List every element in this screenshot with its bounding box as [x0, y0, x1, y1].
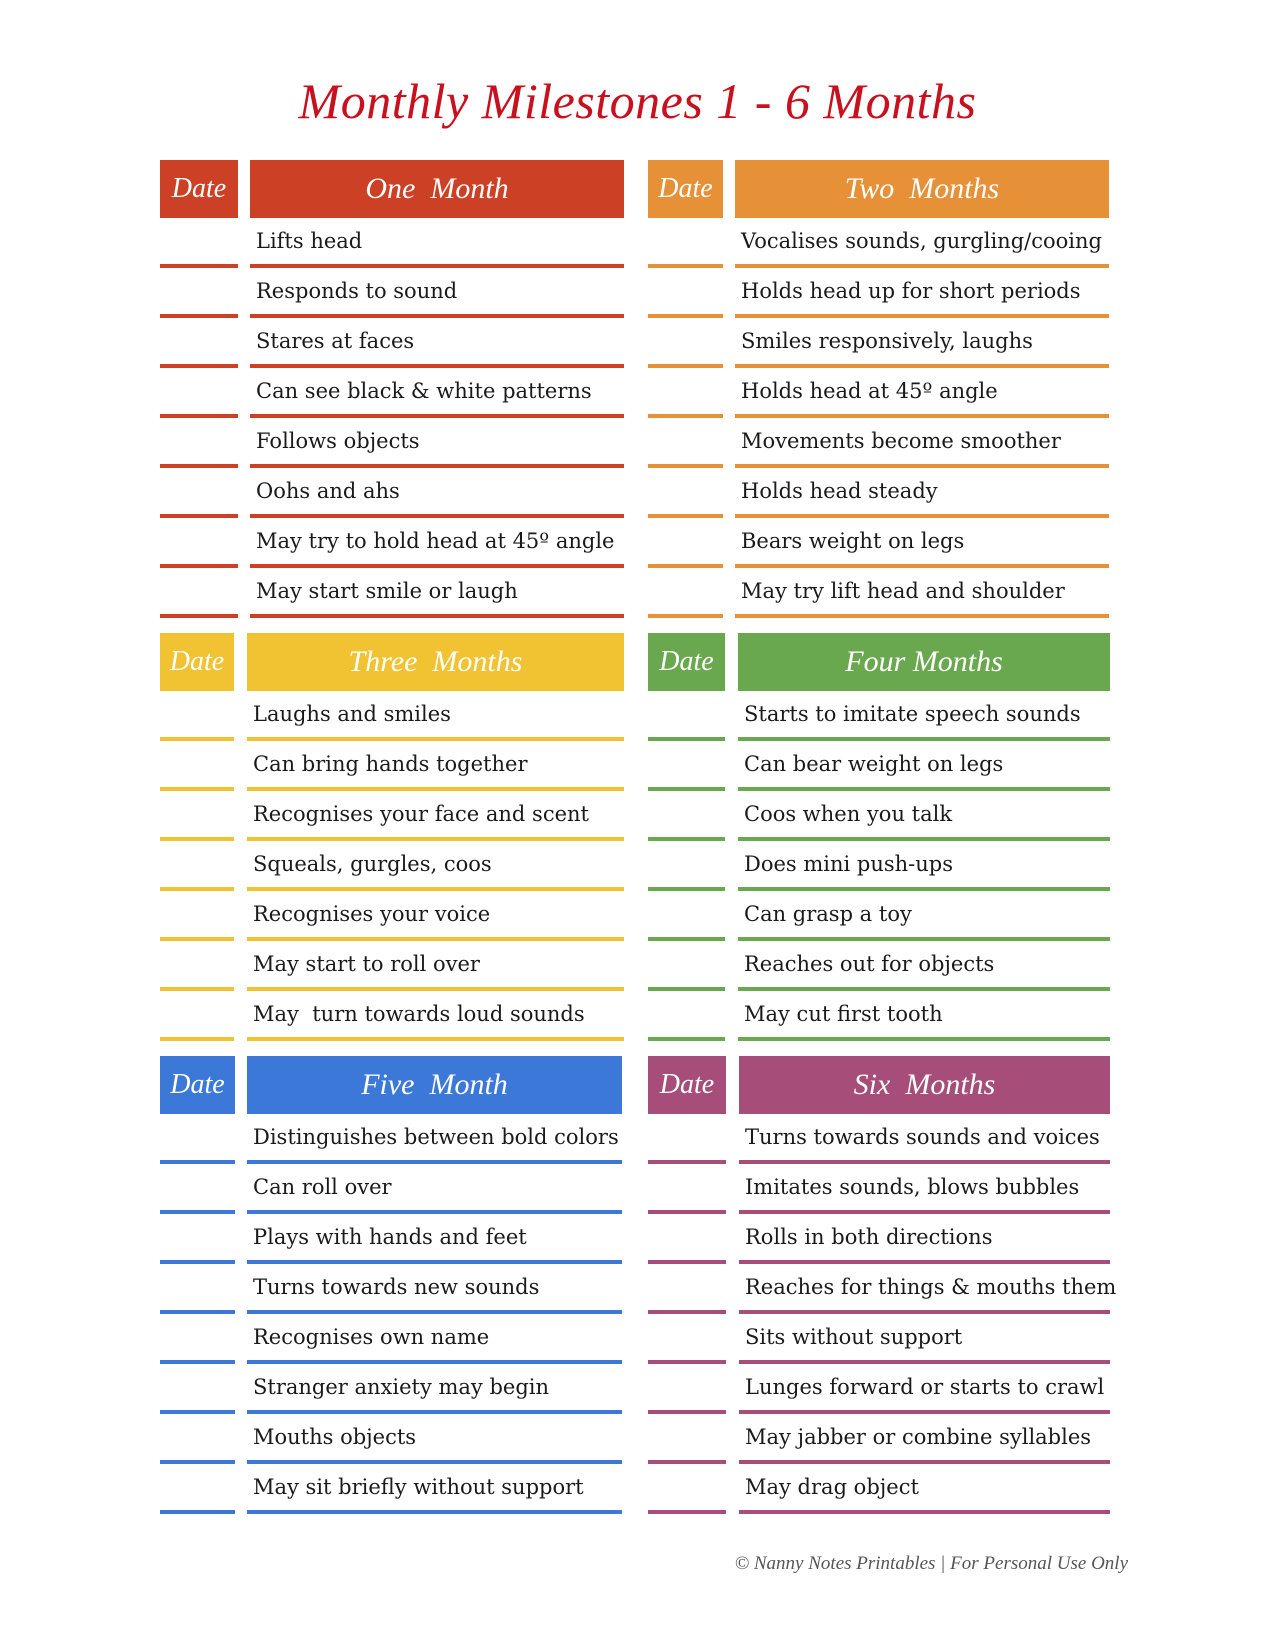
milestone-item: Holds head steady [735, 468, 1109, 518]
milestone-row [648, 268, 1109, 318]
milestone-item: Reaches out for objects [738, 941, 1110, 991]
milestone-item: Lunges forward or starts to crawl [739, 1364, 1110, 1414]
milestone-item: Holds head at 45º angle [735, 368, 1109, 418]
milestone-item: Mouths objects [247, 1414, 622, 1464]
milestone-item: Starts to imitate speech sounds [738, 691, 1110, 741]
milestone-item: Movements become smoother [735, 418, 1109, 468]
milestone-row [648, 741, 1110, 791]
date-entry-line[interactable] [648, 1037, 725, 1041]
date-column-header: Date [160, 633, 234, 691]
milestone-item: Smiles responsively, laughs [735, 318, 1109, 368]
milestone-row [160, 568, 624, 618]
milestone-item: Recognises your face and scent [247, 791, 624, 841]
milestone-row [160, 791, 624, 841]
milestone-row [648, 791, 1110, 841]
milestone-item: Recognises own name [247, 1314, 622, 1364]
date-column-header: Date [160, 160, 238, 218]
milestone-row [160, 418, 624, 468]
section-heading: Four Months [738, 633, 1110, 691]
milestone-row [160, 1264, 622, 1314]
date-entry-line[interactable] [160, 1510, 235, 1514]
milestone-item: May drag object [739, 1464, 1110, 1514]
milestone-item: May sit briefly without support [247, 1464, 622, 1514]
footer-copyright: © Nanny Notes Printables | For Personal Use Only [734, 1553, 1128, 1574]
milestone-item: Can roll over [247, 1164, 622, 1214]
milestone-item: Coos when you talk [738, 791, 1110, 841]
milestone-row [648, 941, 1110, 991]
milestone-item: Squeals, gurgles, coos [247, 841, 624, 891]
milestone-item: Turns towards sounds and voices [739, 1114, 1110, 1164]
milestone-row [648, 1214, 1110, 1264]
milestone-row [648, 1164, 1110, 1214]
milestone-item: Stares at faces [250, 318, 624, 368]
milestone-row [160, 518, 624, 568]
milestone-row [160, 1114, 622, 1164]
date-column-header: Date [648, 1056, 726, 1114]
milestone-row [648, 318, 1109, 368]
milestone-row [648, 568, 1109, 618]
milestone-row [648, 468, 1109, 518]
milestone-item: May turn towards loud sounds [247, 991, 624, 1041]
date-column-header: Date [648, 160, 723, 218]
date-entry-line[interactable] [160, 1037, 234, 1041]
milestone-row [648, 1464, 1110, 1514]
section-heading: One Month [250, 160, 624, 218]
milestone-item: May try lift head and shoulder [735, 568, 1109, 618]
date-entry-line[interactable] [160, 614, 238, 618]
milestone-row [160, 991, 624, 1041]
milestone-item: Stranger anxiety may begin [247, 1364, 622, 1414]
milestone-row [160, 1414, 622, 1464]
milestone-row [160, 941, 624, 991]
milestone-item: Holds head up for short periods [735, 268, 1109, 318]
milestone-row [160, 268, 624, 318]
milestone-item: Sits without support [739, 1314, 1110, 1364]
milestone-item: May start to roll over [247, 941, 624, 991]
milestone-row [160, 318, 624, 368]
milestone-row [648, 518, 1109, 568]
section-heading: Three Months [247, 633, 624, 691]
section-heading: Two Months [735, 160, 1109, 218]
milestone-item: Can bear weight on legs [738, 741, 1110, 791]
milestone-item: May start smile or laugh [250, 568, 624, 618]
milestone-item: May jabber or combine syllables [739, 1414, 1110, 1464]
milestone-row [160, 218, 624, 268]
milestone-item: Follows objects [250, 418, 624, 468]
milestone-row [160, 891, 624, 941]
milestone-item: Reaches for things & mouths them [739, 1264, 1110, 1314]
milestone-row [648, 218, 1109, 268]
milestone-row [648, 418, 1109, 468]
date-entry-line[interactable] [648, 1510, 726, 1514]
milestone-row [648, 891, 1110, 941]
date-column-header: Date [648, 633, 725, 691]
milestone-row [648, 1114, 1110, 1164]
milestone-row [160, 468, 624, 518]
milestone-item: Turns towards new sounds [247, 1264, 622, 1314]
milestone-item: Recognises your voice [247, 891, 624, 941]
milestone-row [648, 1364, 1110, 1414]
milestone-row [648, 368, 1109, 418]
milestone-item: Responds to sound [250, 268, 624, 318]
milestone-item: Distinguishes between bold colors [247, 1114, 622, 1164]
milestone-row [160, 368, 624, 418]
date-column-header: Date [160, 1056, 235, 1114]
milestone-item: Can grasp a toy [738, 891, 1110, 941]
milestone-item: Imitates sounds, blows bubbles [739, 1164, 1110, 1214]
milestone-item: Can bring hands together [247, 741, 624, 791]
milestone-item: Bears weight on legs [735, 518, 1109, 568]
milestone-row [160, 1364, 622, 1414]
milestone-item: Does mini push-ups [738, 841, 1110, 891]
milestone-row [160, 1314, 622, 1364]
milestone-row [160, 841, 624, 891]
milestone-row [648, 991, 1110, 1041]
milestone-item: Rolls in both directions [739, 1214, 1110, 1264]
milestone-row [160, 1214, 622, 1264]
milestone-item: Vocalises sounds, gurgling/cooing [735, 218, 1109, 268]
milestone-row [648, 691, 1110, 741]
milestone-item: May try to hold head at 45º angle [250, 518, 624, 568]
milestone-item: Laughs and smiles [247, 691, 624, 741]
milestone-row [160, 1164, 622, 1214]
milestone-row [160, 741, 624, 791]
section-heading: Six Months [739, 1056, 1110, 1114]
milestone-row [160, 1464, 622, 1514]
section-heading: Five Month [247, 1056, 622, 1114]
milestone-row [648, 1264, 1117, 1314]
milestone-row [648, 1314, 1110, 1364]
milestone-row [648, 1414, 1110, 1464]
milestone-item: Lifts head [250, 218, 624, 268]
milestone-row [648, 841, 1110, 891]
milestone-item: May cut first tooth [738, 991, 1110, 1041]
milestone-item: Oohs and ahs [250, 468, 624, 518]
milestone-item: Plays with hands and feet [247, 1214, 622, 1264]
milestone-row [160, 691, 624, 741]
page-title: Monthly Milestones 1 - 6 Months [298, 73, 977, 129]
date-entry-line[interactable] [648, 614, 723, 618]
milestone-item: Can see black & white patterns [250, 368, 624, 418]
